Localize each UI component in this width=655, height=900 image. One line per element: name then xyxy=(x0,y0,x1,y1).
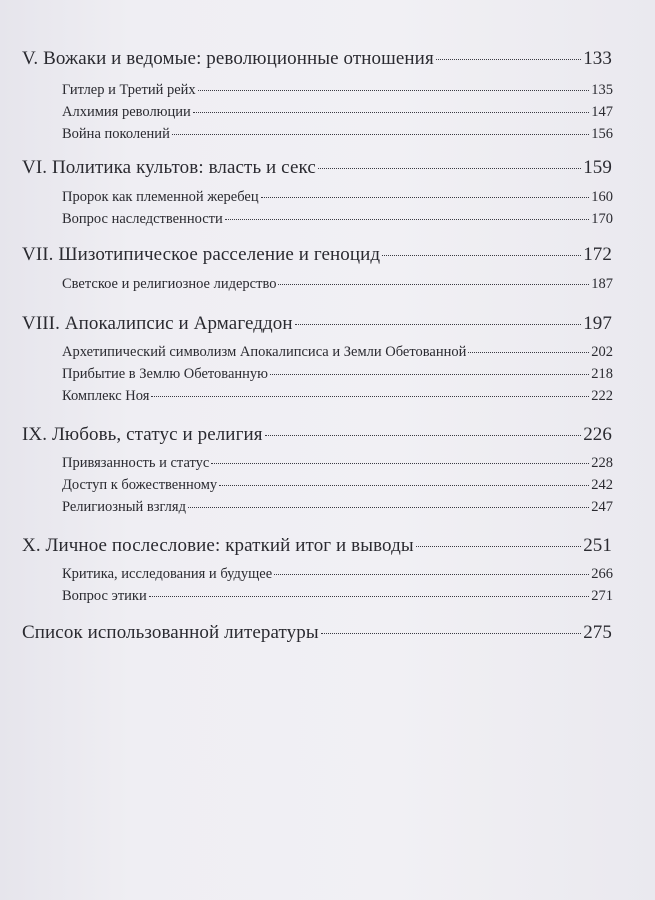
toc-section xyxy=(62,366,613,383)
section-title: Пророк как племенной жеребец xyxy=(62,189,259,205)
section-title: Прибытие в Землю Обетованную xyxy=(62,366,268,382)
page-number: 218 xyxy=(591,366,613,382)
toc-section xyxy=(62,344,613,361)
page-number: 160 xyxy=(591,189,613,205)
dot-leader xyxy=(321,633,581,634)
section-title: Критика, исследования и будущее xyxy=(62,566,273,582)
dot-leader xyxy=(261,197,590,198)
page-number: 222 xyxy=(591,388,613,404)
section-title: Гитлер и Третий рейх xyxy=(62,82,196,98)
dot-leader xyxy=(274,574,589,575)
page-number: 133 xyxy=(583,48,612,69)
toc-section xyxy=(62,477,613,494)
dot-leader xyxy=(295,324,582,325)
dot-leader xyxy=(172,134,589,135)
toc-section xyxy=(62,189,613,206)
toc-chapter-vi xyxy=(22,157,612,179)
dot-leader xyxy=(193,112,589,113)
section-title: Война поколений xyxy=(62,126,170,142)
section-title: Религиозный взгляд xyxy=(62,499,186,515)
page-number: 197 xyxy=(583,313,612,334)
dot-leader xyxy=(198,90,590,91)
section-title: Вопрос этики xyxy=(62,588,147,604)
toc-bibliography xyxy=(22,622,612,644)
page-number: 187 xyxy=(591,276,613,292)
dot-leader xyxy=(318,168,581,169)
toc-chapter-v xyxy=(22,48,612,70)
toc-chapter-vii xyxy=(22,244,612,266)
dot-leader xyxy=(219,485,589,486)
page-number: 170 xyxy=(591,211,613,227)
toc-section xyxy=(62,455,613,472)
dot-leader xyxy=(468,352,589,353)
page-number: 242 xyxy=(591,477,613,493)
toc-chapter-x xyxy=(22,535,612,557)
section-title: Алхимия революции xyxy=(62,104,191,120)
dot-leader xyxy=(211,463,589,464)
page-number: 228 xyxy=(591,455,613,471)
dot-leader xyxy=(151,396,589,397)
page-number: 202 xyxy=(591,344,613,360)
toc-section xyxy=(62,104,613,121)
section-title: Доступ к божественному xyxy=(62,477,218,493)
dot-leader xyxy=(278,284,589,285)
toc-section xyxy=(62,82,613,99)
page-number: 172 xyxy=(583,244,612,265)
dot-leader xyxy=(270,374,589,375)
section-title: Вопрос наследственности xyxy=(62,211,223,227)
dot-leader xyxy=(188,507,589,508)
toc-section xyxy=(62,211,613,228)
chapter-title: Список использованной литературы xyxy=(22,622,319,643)
toc-chapter-viii xyxy=(22,313,612,335)
chapter-title: IX. Любовь, статус и религия xyxy=(22,424,263,445)
page-number: 159 xyxy=(583,157,612,178)
section-title: Архетипический символизм Апокалипсиса и Земли Обетованной xyxy=(62,344,467,360)
page-number: 275 xyxy=(583,622,612,643)
dot-leader xyxy=(225,219,590,220)
toc-chapter-ix xyxy=(22,424,612,446)
toc-section xyxy=(62,126,613,143)
toc-section xyxy=(62,499,613,516)
section-title: Светское и религиозное лидерство xyxy=(62,276,277,292)
dot-leader xyxy=(416,546,581,547)
page-number: 156 xyxy=(591,126,613,142)
page-number: 147 xyxy=(591,104,613,120)
toc-section xyxy=(62,588,613,605)
page-number: 135 xyxy=(591,82,613,98)
dot-leader xyxy=(382,255,581,256)
chapter-title: VIII. Апокалипсис и Армагеддон xyxy=(22,313,293,334)
chapter-title: VII. Шизотипическое расселение и геноцид xyxy=(22,244,381,265)
dot-leader xyxy=(436,59,581,60)
page-number: 226 xyxy=(583,424,612,445)
section-title: Привязанность и статус xyxy=(62,455,210,471)
section-title: Комплекс Ноя xyxy=(62,388,150,404)
page-number: 251 xyxy=(583,535,612,556)
toc-section xyxy=(62,388,613,405)
page-number: 271 xyxy=(591,588,613,604)
page-number: 266 xyxy=(591,566,613,582)
dot-leader xyxy=(265,435,582,436)
chapter-title: X. Личное послесловие: краткий итог и выводы xyxy=(22,535,414,556)
chapter-title: VI. Политика культов: власть и секс xyxy=(22,157,316,178)
page-number: 247 xyxy=(591,499,613,515)
chapter-title: V. Вожаки и ведомые: революционные отношения xyxy=(22,48,434,69)
toc-section xyxy=(62,276,613,293)
dot-leader xyxy=(149,596,590,597)
toc-section xyxy=(62,566,613,583)
